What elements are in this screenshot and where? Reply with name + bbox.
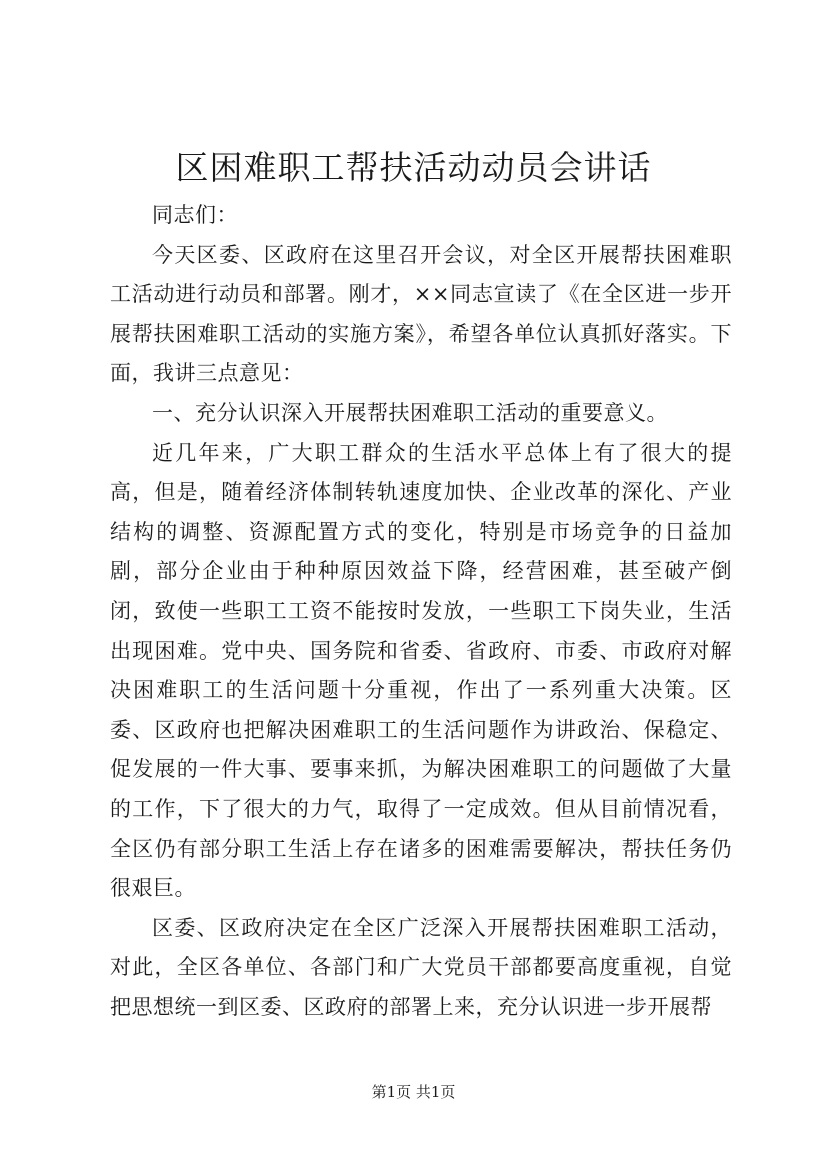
paragraph-opening: 今天区委、区政府在这里召开会议，对全区开展帮扶困难职工活动进行动员和部署。刚才，××同志宣读了《在全区进一步开展帮扶困难职工活动的实施方案》，希望各单位认真抓好落实。下面，我讲三点意见： — [110, 242, 732, 386]
paragraph-decision: 区委、区政府决定在全区广泛深入开展帮扶困难职工活动，对此，全区各单位、各部门和广大党员干部都要高度重视，自觉把思想统一到区委、区政府的部署上来，充分认识进一步开展帮 — [110, 915, 732, 1019]
paragraph-background: 近几年来，广大职工群众的生活水平总体上有了很大的提高，但是，随着经济体制转轨速度加快、企业改革的深化、产业结构的调整、资源配置方式的变化，特别是市场竞争的日益加剧，部分企业由于种种原因效益下降，经营困难，甚至破产倒闭，致使一些职工工资不能按时发放，一些职工下岗失业，生活出现困难。党中央、国务院和省委、省政府、市委、市政府对解决困难职工的生活问题十分重视，作出了一系列重大决策。区委、区政府也把解决困难职工的生活问题作为讲政治、保稳定、促发展的一件大事、要事来抓，为解决困难职工的问题做了大量的工作，下了很大的力气，取得了一定成效。但从目前情况看，全区仍有部分职工生活上存在诸多的困难需要解决，帮扶任务仍很艰巨。 — [110, 440, 732, 901]
section-heading-1: 一、充分认识深入开展帮扶困难职工活动的重要意义。 — [152, 400, 668, 425]
page-footer: 第1页 共1页 — [371, 1083, 456, 1101]
paragraph-greeting: 同志们： — [152, 203, 238, 227]
document-body — [110, 196, 732, 1027]
document-title: 区困难职工帮扶活动动员会讲话 — [175, 148, 652, 187]
